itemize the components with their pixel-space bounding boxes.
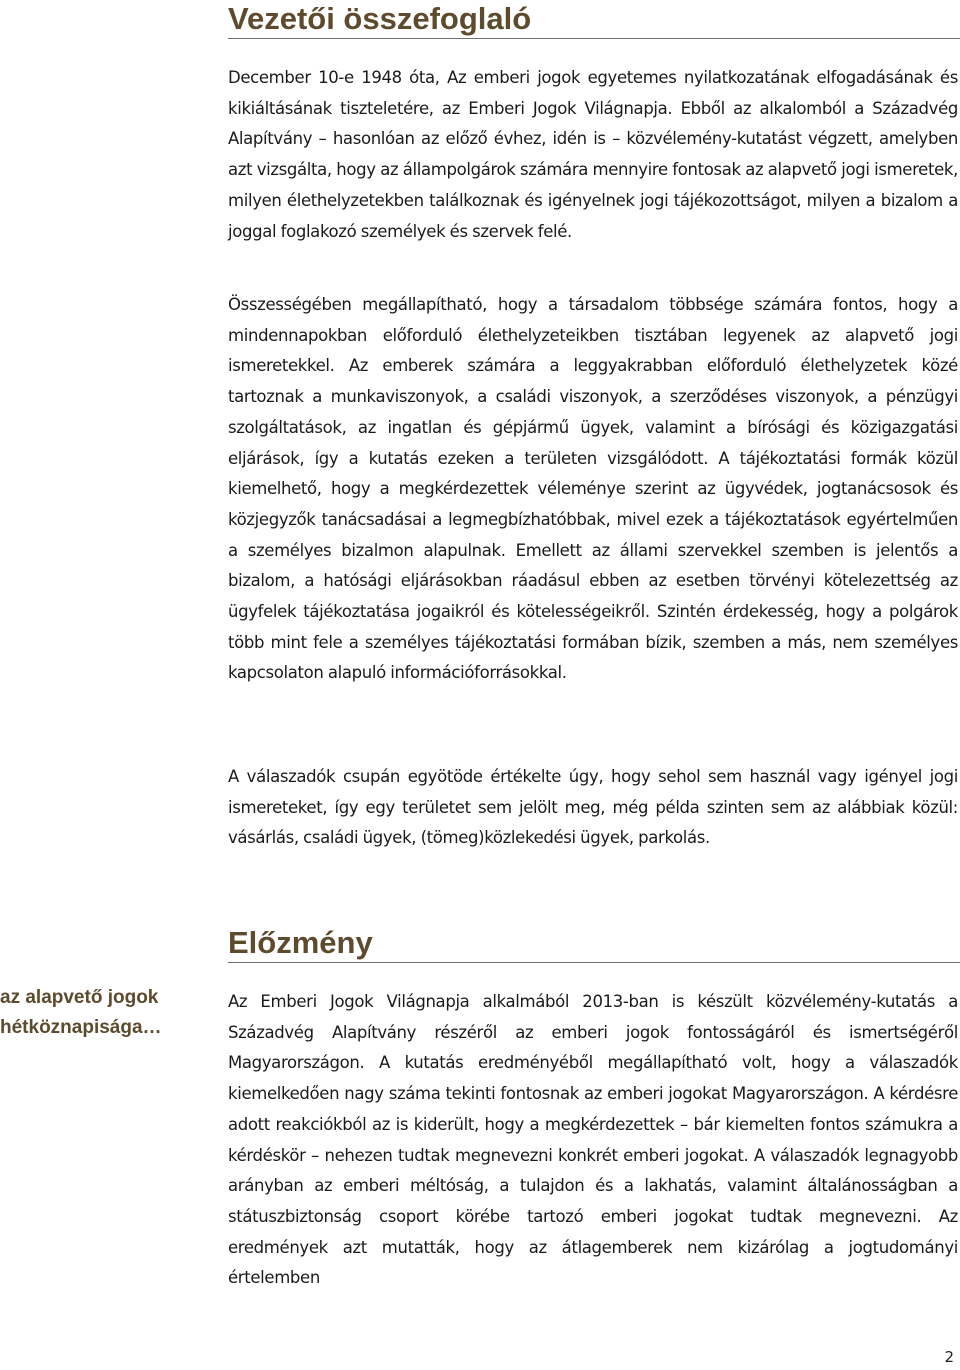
summary-paragraph-3: A válaszadók csupán egyötöde értékelte úgy, hogy sehol sem használ vagy igényel jogi ismereteket, így egy területet sem jelölt meg, még példa szinten sem az alábbiak közül: vásárlás, családi ügyek, (tömeg)közlekedési ügyek, parkolás.	[228, 767, 958, 848]
margin-note: az alapvető jogok hétköznapisága…	[0, 987, 162, 1038]
section-title-background: Előzmény	[228, 924, 960, 963]
background-paragraph-1: Az Emberi Jogok Világnapja alkalmából 2013-ban is készült közvélemény-kutatás a Századvég Alapítvány részéről az emberi jogok fontosságáról és ismertségéről Magyarországon. A kutatás eredményéből megállapítható volt, hogy a válaszadók kiemelkedően nagy száma tekinti fontosnak az emberi jogokat Magyarországon. A kérdésre adott reakciókból az is kiderült, hogy a megkérdezettek – bár kiemelten fontos számukra a kérdéskör – nehezen tudtak megnevezni konkrét emberi jogokat. A válaszadók legnagyobb arányban az emberi méltóság, a tulajdon és a lakhatás, valamint általánosságban a státuszbiztonság csoport körébe tartozó emberi jogokat tudtak megnevezni. Az eredmények azt mutatták, hogy az átlagemberek nem kizárólag a jogtudományi értelemben	[228, 992, 958, 1288]
summary-paragraph-1: December 10-e 1948 óta, Az emberi jogok egyetemes nyilatkozatának elfogadásának és kikiáltásának tiszteletére, az Emberi Jogok Világnapja. Ebből az alkalomból a Századvég Alapítvány – hasonlóan az előző évhez, idén is – közvélemény-kutatást végzett, amelyben azt vizsgálta, hogy az állampolgárok számára mennyire fontosak az alapvető jogi ismeretek, milyen élethelyzetekben találkoznak és igényelnek jogi tájékozottságot, milyen a bizalom a joggal foglakozó személyek és szervek felé.	[228, 68, 958, 241]
summary-paragraph-2: Összességében megállapítható, hogy a társadalom többsége számára fontos, hogy a mindennapokban előforduló élethelyzeteikben tisztában legyenek az alapvető jogi ismeretekkel. Az emberek számára a leggyakrabban előforduló élethelyzetek közé tartoznak a munkaviszonyok, a családi viszonyok, a szerződéses viszonyok, a pénzügyi szolgáltatások, az ingatlan és gépjármű ügyek, valamint a bírósági és közigazgatási eljárások, így a kutatás ezeken a területen vizsgálódott. A tájékoztatási formák közül kiemelhető, hogy a megkérdezettek véleménye szerint az ügyvédek, jogtanácsosok és közjegyzők tanácsadásai a legmegbízhatóbbak, mivel ezek a tájékoztatások egyértelműen a személyes bizalmon alapulnak. Emellett az állami szervekkel szemben is jelentős a bizalom, a hatósági eljárásokban ráadásul ebben az esetben törvényi kötelezettség az ügyfelek tájékoztatása jogaikról és kötelességeikről. Szintén érdekesség, hogy a polgárok több mint fele a személyes tájékoztatási formában bízik, szemben a más, nem személyes kapcsolaton alapuló információforrásokkal.	[228, 295, 958, 683]
page-number: 2	[944, 1348, 954, 1366]
section-title-summary: Vezetői összefoglaló	[228, 0, 960, 39]
